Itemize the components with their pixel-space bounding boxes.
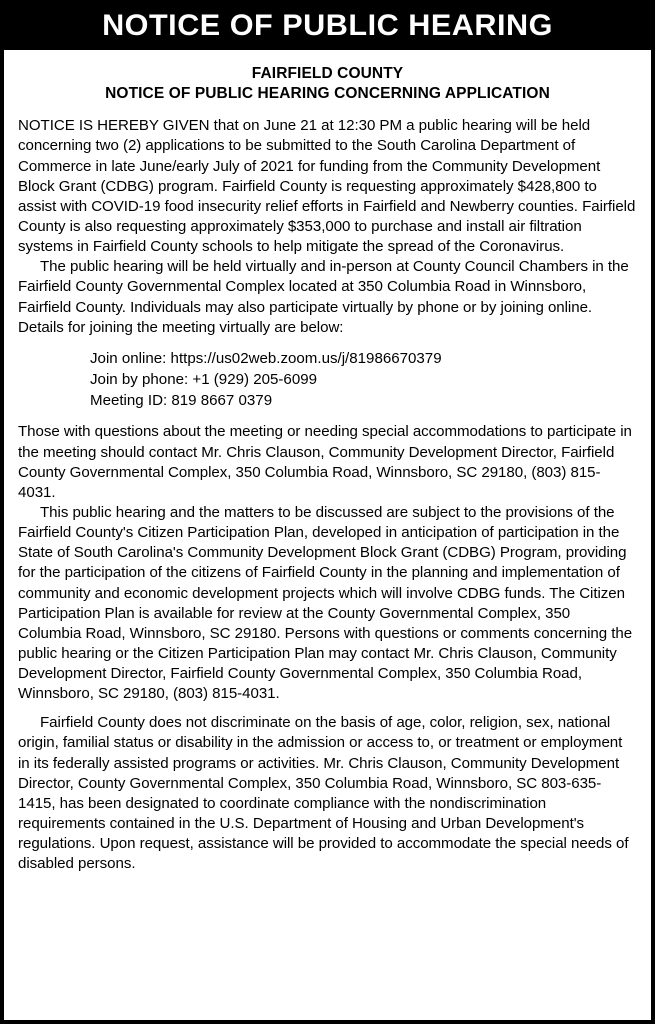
paragraph-hearing-location: The public hearing will be held virtually and in-person at County Council Chambers in the Fairfield County Governmental Complex located at 350 Columbia Road in Winnsboro, Fairfield County. Individuals may also participate virtually by phone or by joining online. Details for joining the meeting virtually are below: [18, 258, 629, 336]
spacer-before-join-details [18, 338, 637, 349]
paragraph-notice-given: NOTICE IS HEREBY GIVEN that on June 21 at 12:30 PM a public hearing will be held concerning two (2) applications to be submitted to the South Carolina Department of Commerce in late June/early July of 2021 for funding from the Community Development Block Grant (CDBG) program. Fairfield County is requesting approximately $428,800 to assist with COVID-19 food insecurity relief efforts in Fairfield and Newberry counties. Fairfield County is also requesting approximately $353,000 to purchase and install air filtration systems in Fairfield County schools to help mitigate the spread of the Coronavirus. [18, 117, 636, 256]
join-phone-line: Join by phone: +1 (929) 205-6099 [90, 370, 317, 388]
spacer-before-nondiscrimination [18, 704, 637, 713]
notice-heading [18, 64, 637, 106]
heading-county: FAIRFIELD COUNTY [251, 64, 404, 82]
virtual-join-details [18, 349, 637, 411]
join-online-line: Join online: https://us02web.zoom.us/j/81986670379 [90, 349, 442, 367]
meeting-id-line: Meeting ID: 819 8667 0379 [90, 391, 273, 409]
spacer-after-join-details [18, 411, 637, 422]
paragraph-nondiscrimination: Fairfield County does not discriminate on the basis of age, color, religion, sex, national origin, familial status or disability in the admission or access to, or treatment or employment in its federally assisted programs or activities. Mr. Chris Clauson, Community Development Director, County Governmental Complex, 350 Columbia Road, Winnsboro, SC 803-635-1415, has been designated to coordinate compliance with the nondiscrimination requirements contained in the U.S. Department of Housing and Urban Development's regulations. Upon request, assistance will be provided to accommodate the special needs of disabled persons. [18, 714, 629, 873]
paragraph-accommodations: Those with questions about the meeting or needing special accommodations to participate in the meeting should contact Mr. Chris Clauson, Community Development Director, Fairfield County Governmental Complex, 350 Columbia Road, Winnsboro, SC 29180, (803) 815-4031. [18, 423, 632, 501]
banner-title: NOTICE OF PUBLIC HEARING [102, 9, 553, 42]
paragraph-citizen-participation-plan: This public hearing and the matters to be discussed are subject to the provisions of the Fairfield County's Citizen Participation Plan, developed in anticipation of participation in the State of South Carolina's Community Development Block Grant (CDBG) Program, providing for the participation of the citizens of Fairfield County in the planning and implementation of community and economic development projects which will involve CDBG funds. The Citizen Participation Plan is available for review at the County Governmental Complex, 350 Columbia Road, Winnsboro, SC 29180. Persons with questions or comments concerning the public hearing or the Citizen Participation Plan may contact Mr. Chris Clauson, Community Development Director, Fairfield County Governmental Complex, 350 Columbia Road, Winnsboro, SC 29180, (803) 815-4031. [18, 503, 633, 703]
heading-subject: NOTICE OF PUBLIC HEARING CONCERNING APPLICATION [105, 85, 550, 103]
notice-body [4, 50, 651, 1021]
notice-banner [4, 4, 651, 50]
